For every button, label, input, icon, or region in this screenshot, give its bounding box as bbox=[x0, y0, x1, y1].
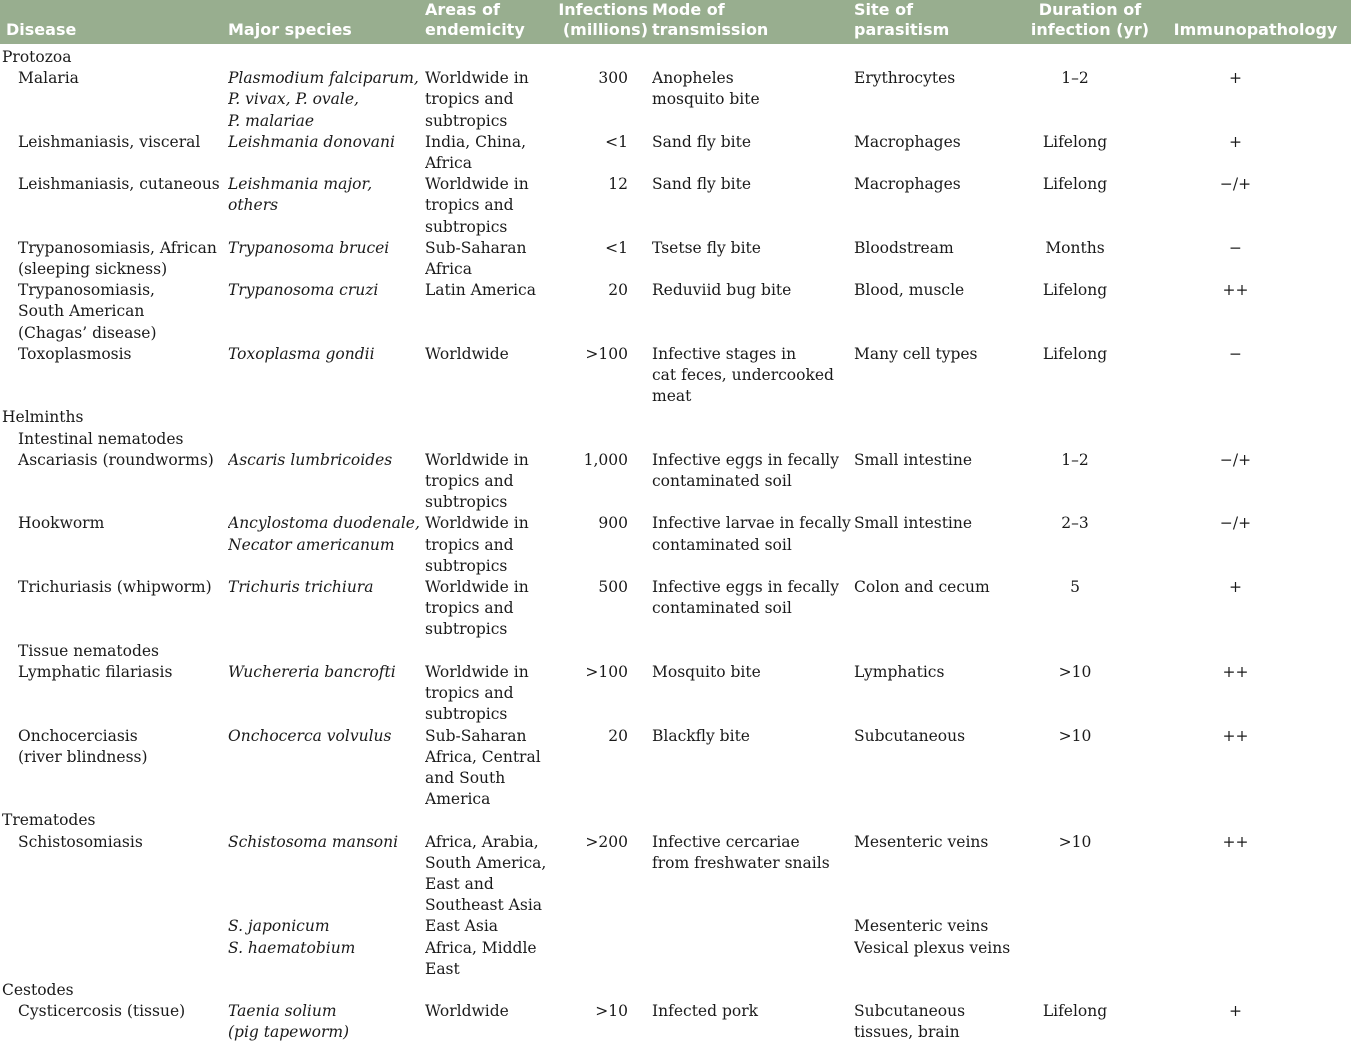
table-row bbox=[0, 344, 1351, 408]
immunopathology-cell: ++ bbox=[1222, 281, 1249, 300]
infections-cell: 500 bbox=[598, 578, 628, 597]
mode-cell: Sand fly bite bbox=[652, 132, 751, 151]
infections-cell: 12 bbox=[608, 175, 628, 194]
header-site-text: Site of parasitism bbox=[854, 0, 950, 39]
header-duration bbox=[1020, 0, 1160, 44]
immunopathology-cell: ++ bbox=[1222, 726, 1249, 745]
site-cell: Small intestine bbox=[854, 514, 973, 533]
disease-cell: Toxoplasmosis bbox=[18, 344, 132, 363]
areas-cell: Worldwide in tropics and subtropics bbox=[425, 662, 529, 724]
areas-cell: Africa, Arabia, South America, East and Southeast Asia bbox=[425, 832, 547, 915]
category-row bbox=[0, 407, 1351, 428]
disease-cell: Schistosomiasis bbox=[18, 832, 143, 851]
immunopathology-cell: ++ bbox=[1222, 832, 1249, 851]
infections-cell: 20 bbox=[608, 281, 628, 300]
infections-cell: >10 bbox=[595, 1002, 628, 1021]
site-cell: Macrophages bbox=[854, 132, 961, 151]
species-cell: Toxoplasma gondii bbox=[228, 344, 375, 363]
table-row bbox=[0, 132, 1351, 174]
table-header-row bbox=[0, 0, 1351, 44]
mode-cell: Infected pork bbox=[652, 1002, 759, 1021]
site-cell: Subcutaneous tissues, brain bbox=[854, 1002, 966, 1042]
category-row bbox=[0, 44, 1351, 68]
species-cell: Taenia solium (pig tapeworm) bbox=[228, 1002, 350, 1042]
site-cell: Mesenteric veins Vesical plexus veins bbox=[854, 917, 1011, 957]
areas-cell: Worldwide bbox=[425, 344, 509, 363]
category-row bbox=[0, 810, 1351, 831]
header-disease: Disease bbox=[6, 20, 77, 39]
header-infections-text: Infections (millions) bbox=[558, 0, 648, 39]
areas-cell: India, China, Africa bbox=[425, 132, 527, 173]
header-areas bbox=[425, 0, 558, 44]
immunopathology-cell: + bbox=[1229, 132, 1242, 151]
site-cell: Many cell types bbox=[854, 344, 978, 363]
table-row bbox=[0, 450, 1351, 514]
header-areas-text: Areas of endemicity bbox=[425, 0, 525, 39]
species-cell: Trypanosoma cruzi bbox=[228, 281, 379, 300]
areas-cell: Sub-Saharan Africa bbox=[425, 238, 527, 279]
mode-cell: Infective eggs in fecally contaminated soil bbox=[652, 450, 840, 491]
disease-cell: Ascariasis (roundworms) bbox=[18, 450, 214, 469]
species-cell: Trypanosoma brucei bbox=[228, 238, 390, 257]
category-row bbox=[0, 980, 1351, 1001]
subcategory-row bbox=[0, 641, 1351, 662]
table-row bbox=[0, 238, 1351, 280]
category-label: Trematodes bbox=[2, 811, 96, 830]
category-label: Protozoa bbox=[2, 48, 72, 66]
site-cell: Subcutaneous bbox=[854, 726, 966, 745]
table-row bbox=[0, 726, 1351, 811]
disease-cell: Trypanosomiasis, African (sleeping sickness) bbox=[18, 238, 217, 279]
site-cell: Mesenteric veins bbox=[854, 832, 989, 851]
mode-cell: Reduviid bug bite bbox=[652, 281, 792, 300]
disease-cell: Hookworm bbox=[18, 514, 105, 533]
infections-cell: <1 bbox=[605, 238, 628, 257]
subcategory-label: Intestinal nematodes bbox=[18, 429, 184, 448]
header-site bbox=[854, 0, 1020, 44]
duration-cell: Lifelong bbox=[1042, 344, 1108, 363]
infections-cell bbox=[558, 916, 652, 980]
mode-cell: Tsetse fly bite bbox=[652, 238, 761, 257]
table-row bbox=[0, 577, 1351, 641]
species-cell: Wuchereria bancrofti bbox=[228, 662, 396, 681]
disease-cell: Trichuriasis (whipworm) bbox=[18, 578, 212, 597]
immunopathology-cell: − bbox=[1229, 238, 1242, 257]
infections-cell: <1 bbox=[605, 132, 628, 151]
table-row bbox=[0, 68, 1351, 132]
table-row bbox=[0, 280, 1351, 344]
site-cell: Blood, muscle bbox=[854, 281, 965, 300]
duration-cell: >10 bbox=[1058, 662, 1092, 681]
infections-cell: 900 bbox=[598, 514, 628, 533]
table-row bbox=[0, 513, 1351, 577]
mode-cell: Infective larvae in fecally contaminated soil bbox=[652, 514, 851, 554]
infections-cell: >200 bbox=[585, 832, 628, 851]
infections-cell: 300 bbox=[598, 69, 628, 88]
mode-cell: Infective cercariae from freshwater snails bbox=[652, 832, 830, 872]
mode-cell: Mosquito bite bbox=[652, 662, 761, 681]
duration-cell: Lifelong bbox=[1042, 175, 1108, 194]
mode-cell: Infective eggs in fecally contaminated soil bbox=[652, 578, 840, 618]
site-cell: Small intestine bbox=[854, 450, 973, 469]
infections-cell: 1,000 bbox=[583, 450, 628, 469]
mode-cell: Sand fly bite bbox=[652, 175, 751, 194]
immunopathology-cell: −/+ bbox=[1219, 450, 1252, 469]
header-immunopathology: Immunopathology bbox=[1173, 20, 1338, 39]
areas-cell: Worldwide in tropics and subtropics bbox=[425, 450, 529, 512]
mode-cell bbox=[652, 916, 854, 980]
category-label: Cestodes bbox=[2, 980, 74, 999]
species-cell: Leishmania donovani bbox=[228, 132, 395, 151]
subcategory-row bbox=[0, 429, 1351, 450]
category-label: Helminths bbox=[2, 408, 84, 427]
mode-cell: Infective stages in cat feces, undercooked meat bbox=[652, 344, 834, 406]
immunopathology-cell: ++ bbox=[1222, 662, 1249, 681]
immunopathology-cell: + bbox=[1229, 578, 1242, 597]
disease-cell: Onchocerciasis (river blindness) bbox=[18, 726, 148, 766]
duration-cell: Lifelong bbox=[1042, 1002, 1108, 1021]
duration-cell: >10 bbox=[1058, 832, 1092, 851]
species-cell: Ancylostoma duodenale, Necator americanum bbox=[228, 514, 420, 554]
header-mode bbox=[652, 0, 854, 44]
duration-cell: 5 bbox=[1070, 578, 1080, 597]
site-cell: Macrophages bbox=[854, 175, 961, 194]
species-cell: Plasmodium falciparum, P. vivax, P. ovale, P. malariae bbox=[228, 69, 419, 130]
table-row bbox=[0, 1001, 1351, 1043]
species-cell: S. japonicum S. haematobium bbox=[228, 917, 356, 957]
areas-cell: Sub-Saharan Africa, Central and South America bbox=[425, 726, 541, 809]
duration-cell bbox=[1020, 916, 1160, 980]
immunopathology-cell: + bbox=[1229, 69, 1242, 88]
immunopathology-cell: + bbox=[1229, 1002, 1242, 1021]
site-cell: Lymphatics bbox=[854, 662, 945, 681]
header-species: Major species bbox=[228, 20, 352, 39]
species-cell: Schistosoma mansoni bbox=[228, 832, 399, 851]
species-cell: Leishmania major, others bbox=[228, 175, 373, 215]
infections-cell: 20 bbox=[608, 726, 628, 745]
disease-cell: Trypanosomiasis, South American (Chagas’ disease) bbox=[18, 281, 157, 342]
duration-cell: Lifelong bbox=[1042, 281, 1108, 300]
species-cell: Trichuris trichiura bbox=[228, 578, 374, 597]
species-cell: Ascaris lumbricoides bbox=[228, 450, 393, 469]
areas-cell: Worldwide bbox=[425, 1002, 509, 1021]
duration-cell: 2–3 bbox=[1061, 514, 1089, 533]
areas-cell: Worldwide in tropics and subtropics bbox=[425, 578, 529, 639]
immunopathology-cell: −/+ bbox=[1219, 175, 1252, 194]
disease-cell: Malaria bbox=[18, 69, 79, 88]
mode-cell: Anopheles mosquito bite bbox=[652, 69, 760, 109]
areas-cell: Worldwide in tropics and subtropics bbox=[425, 514, 529, 575]
duration-cell: 1–2 bbox=[1061, 69, 1089, 88]
disease-cell: Leishmaniasis, visceral bbox=[18, 132, 201, 151]
infections-cell: >100 bbox=[585, 662, 628, 681]
subcategory-label: Tissue nematodes bbox=[18, 641, 159, 660]
areas-cell: East Asia Africa, Middle East bbox=[425, 917, 537, 978]
immunopathology-cell: −/+ bbox=[1219, 514, 1252, 533]
species-cell: Onchocerca volvulus bbox=[228, 726, 392, 745]
immunopathology-cell: − bbox=[1229, 344, 1242, 363]
duration-cell: Lifelong bbox=[1042, 132, 1108, 151]
areas-cell: Worldwide in tropics and subtropics bbox=[425, 175, 529, 236]
table-body bbox=[0, 44, 1351, 1044]
immunopathology-cell bbox=[1160, 916, 1351, 980]
table-row bbox=[0, 174, 1351, 238]
duration-cell: Months bbox=[1045, 238, 1105, 257]
duration-cell: >10 bbox=[1058, 726, 1092, 745]
header-infections bbox=[558, 0, 652, 44]
table-row bbox=[0, 916, 1351, 980]
disease-cell bbox=[0, 916, 228, 980]
table-row bbox=[0, 832, 1351, 917]
disease-cell: Leishmaniasis, cutaneous bbox=[18, 175, 220, 194]
site-cell: Colon and cecum bbox=[854, 578, 990, 597]
mode-cell: Blackfly bite bbox=[652, 726, 750, 745]
areas-cell: Worldwide in tropics and subtropics bbox=[425, 69, 529, 130]
header-mode-text: Mode of transmission bbox=[652, 0, 769, 39]
infections-cell: >100 bbox=[585, 344, 628, 363]
disease-cell: Cysticercosis (tissue) bbox=[18, 1002, 186, 1021]
header-duration-text: Duration of infection (yr) bbox=[1030, 0, 1150, 39]
table-row bbox=[0, 662, 1351, 726]
duration-cell: 1–2 bbox=[1061, 450, 1089, 469]
site-cell: Bloodstream bbox=[854, 238, 954, 257]
areas-cell: Latin America bbox=[425, 281, 536, 300]
site-cell: Erythrocytes bbox=[854, 69, 956, 88]
disease-cell: Lymphatic filariasis bbox=[18, 662, 173, 681]
